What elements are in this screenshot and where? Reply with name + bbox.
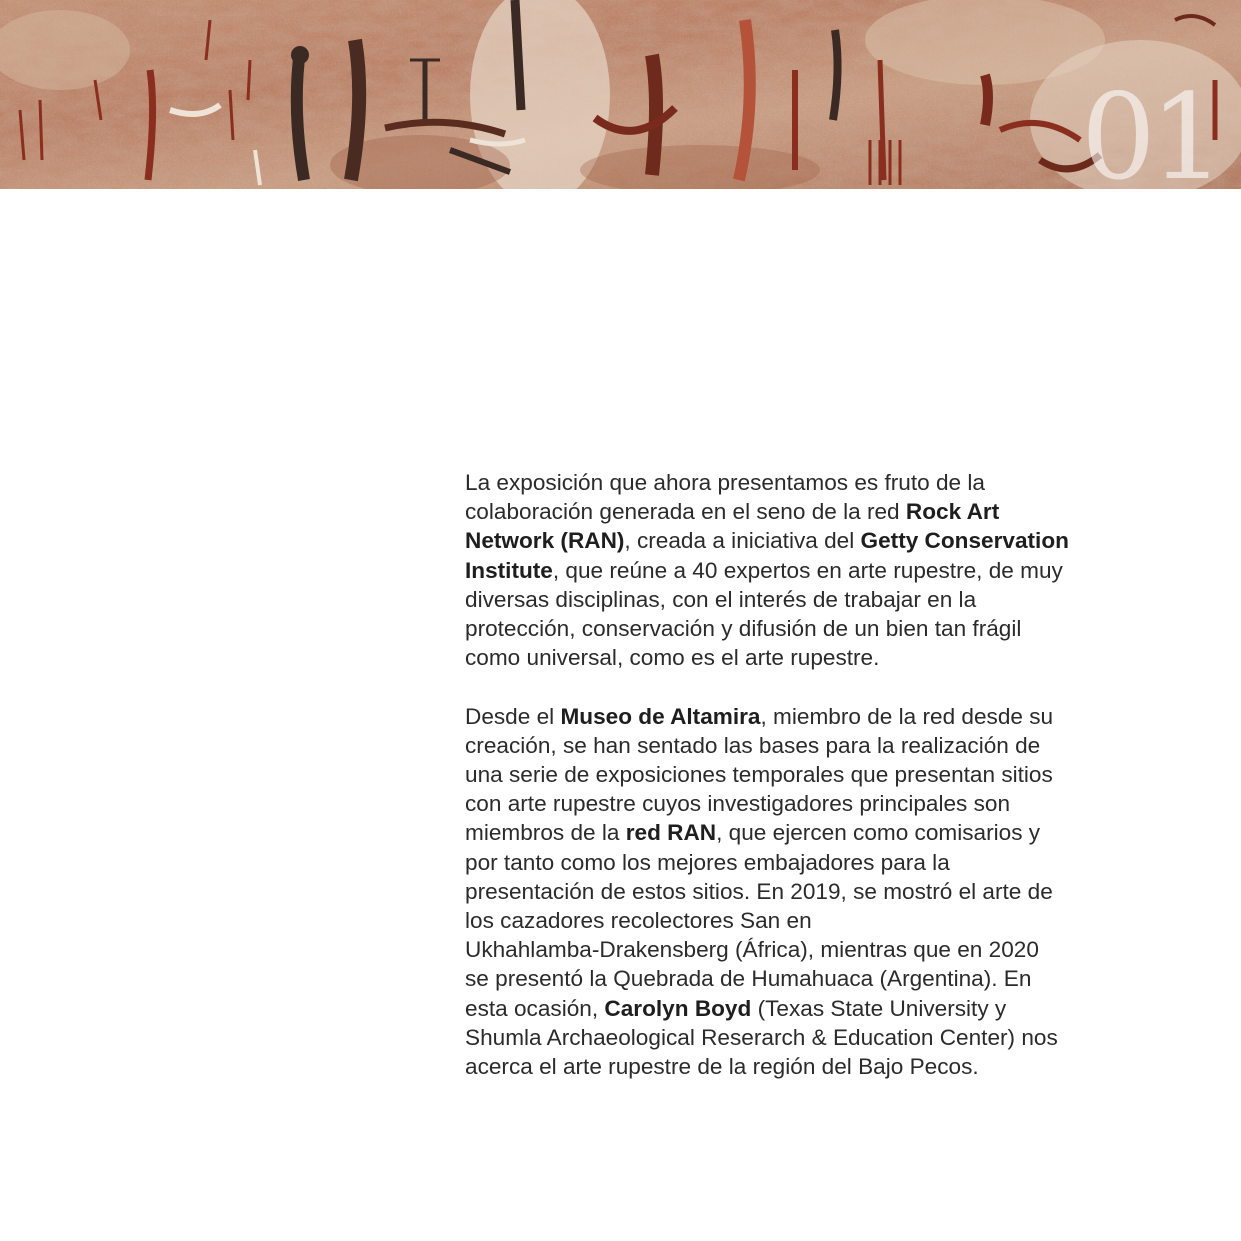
text-line xyxy=(465,1023,1095,1052)
text-line xyxy=(465,760,1095,789)
body-text xyxy=(465,468,1095,1081)
rock-art-mural-image xyxy=(0,0,1241,189)
text-run: miembros de la xyxy=(465,820,626,846)
paragraph-altamira xyxy=(465,702,1095,1082)
text-line xyxy=(465,526,1095,555)
text-run: , miembro de la red desde su xyxy=(760,703,1054,729)
page-number: 01 xyxy=(1080,78,1219,189)
text-line xyxy=(465,848,1095,877)
text-line xyxy=(465,731,1095,760)
text-line xyxy=(465,643,1095,672)
bold-text: Institute xyxy=(465,557,553,583)
text-line xyxy=(465,994,1095,1023)
bold-text: Network (RAN) xyxy=(465,528,625,554)
rock-art-banner xyxy=(0,0,1241,189)
text-run: se presentó la Quebrada de Humahuaca (Argentina). En xyxy=(465,966,1032,992)
bold-text: Carolyn Boyd xyxy=(604,995,752,1021)
text-run: acerca el arte rupestre de la región del Bajo Pecos. xyxy=(465,1054,979,1080)
text-run: Ukhahlamba-Drakensberg (África), mientras que en 2020 xyxy=(465,937,1039,963)
text-run: esta ocasión, xyxy=(465,995,605,1021)
paragraph-intro xyxy=(465,468,1095,672)
text-line xyxy=(465,497,1095,526)
text-line xyxy=(465,789,1095,818)
text-run: diversas disciplinas, con el interés de trabajar en la xyxy=(465,586,977,612)
text-run: por tanto como los mejores embajadores para la xyxy=(465,849,950,875)
text-run: , que reúne a 40 expertos en arte rupestre, de muy xyxy=(552,557,1063,583)
text-line xyxy=(465,877,1095,906)
text-run: con arte rupestre cuyos investigadores principales son xyxy=(465,791,1011,817)
text-line xyxy=(465,818,1095,847)
bold-text: red RAN xyxy=(625,820,717,846)
text-run: presentación de estos sitios. En 2019, se mostró el arte de xyxy=(465,878,1053,904)
text-line xyxy=(465,702,1095,731)
text-run: como universal, como es el arte rupestre. xyxy=(465,645,880,671)
text-line xyxy=(465,906,1095,935)
paragraph-spacer xyxy=(465,672,1095,701)
bold-text: Rock Art xyxy=(905,499,1000,525)
text-line xyxy=(465,585,1095,614)
bold-text: Getty Conservation xyxy=(860,528,1069,554)
text-line xyxy=(465,935,1095,964)
text-run: Shumla Archaeological Reserarch & Education Center) nos xyxy=(465,1024,1058,1050)
text-run: , que ejercen como comisarios y xyxy=(716,820,1041,846)
text-run: los cazadores recolectores San en xyxy=(465,908,812,934)
text-run: (Texas State University y xyxy=(751,995,1007,1021)
text-line xyxy=(465,964,1095,993)
text-run: una serie de exposiciones temporales que presentan sitios xyxy=(465,762,1053,788)
text-run: colaboración generada en el seno de la red xyxy=(465,499,906,525)
text-run: La exposición que ahora presentamos es fruto de la xyxy=(465,470,985,495)
text-line xyxy=(465,468,1095,497)
bold-text: Museo de Altamira xyxy=(560,703,761,729)
text-run: Desde el xyxy=(465,703,561,729)
text-run: protección, conservación y difusión de un bien tan frágil xyxy=(465,616,1022,642)
text-line xyxy=(465,1052,1095,1081)
text-run: creación, se han sentado las bases para la realización de xyxy=(465,732,1041,758)
text-run: , creada a iniciativa del xyxy=(624,528,861,554)
text-line xyxy=(465,614,1095,643)
text-line xyxy=(465,556,1095,585)
